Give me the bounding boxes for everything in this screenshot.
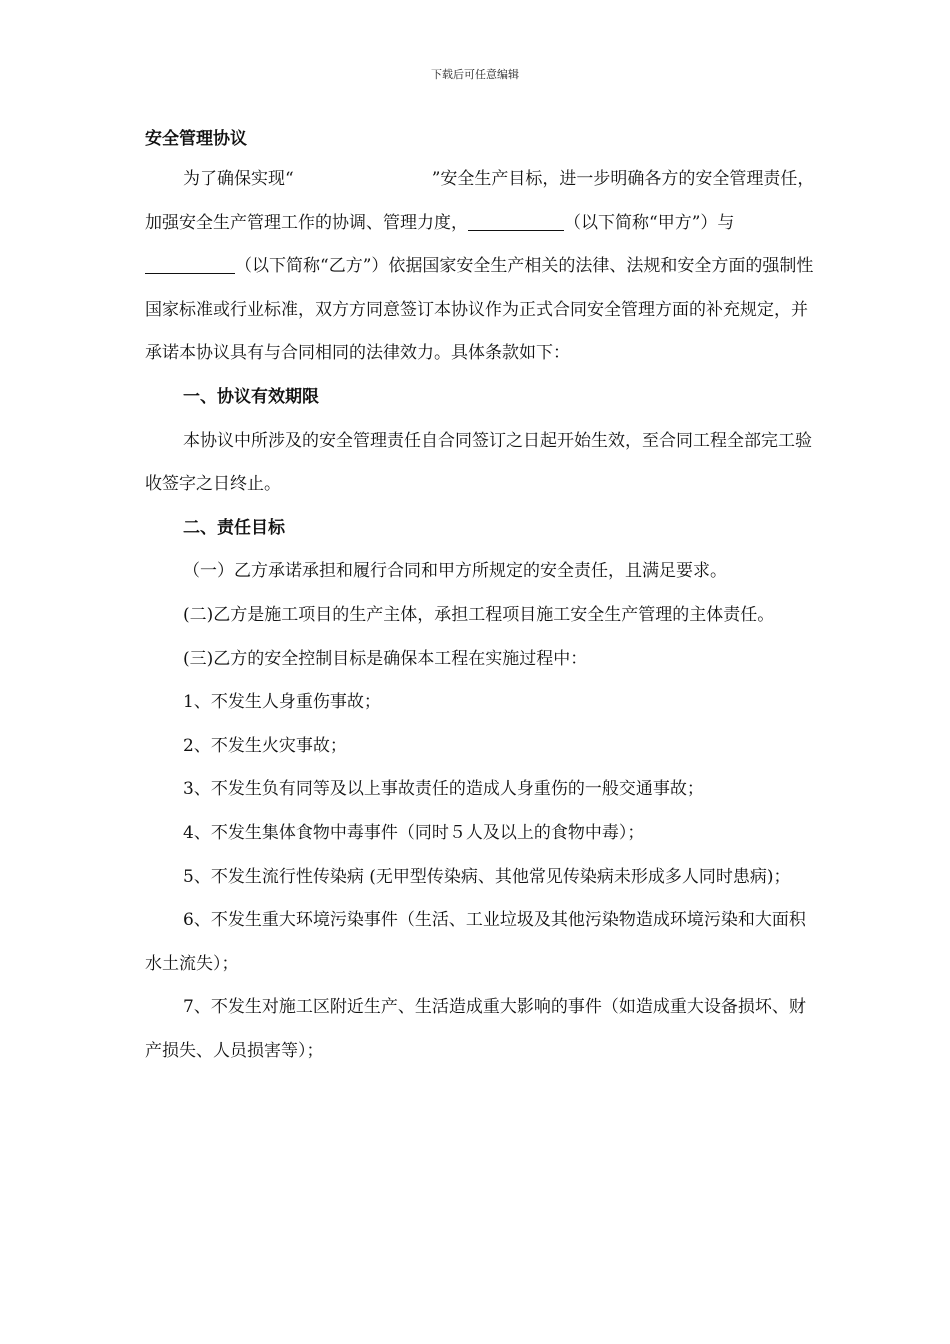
party-a-blank <box>468 212 564 231</box>
intro-text-1: 为了确保实现“ <box>183 169 294 189</box>
intro-text-4: （以下简称“乙方”）依据国家安全生产相关的法律、法规和安全方面的强制性国家标准或行业标准，双方方同意签订本协议作为正式合同安全管理方面的补充规定，并承诺本协议具有与合同相同的法律效力。具体条款如下： <box>145 256 814 364</box>
intro-text-2: ”安全生产目标，进一步明确各方的安全管理责任，加强安全生产管理工作的协调、管理力度， <box>145 169 815 233</box>
list-item: 6、不发生重大环境污染事件（生活、工业垃圾及其他污染物造成环境污染和大面积水土流失）； <box>145 910 806 974</box>
target-name-blank <box>294 169 432 187</box>
list-item: (二)乙方是施工项目的生产主体，承担工程项目施工安全生产管理的主体责任。 <box>183 604 775 625</box>
section2-heading: 二、责任目标 <box>183 517 285 538</box>
list-item: 4、不发生集体食物中毒事件（同时５人及以上的食物中毒）； <box>183 822 645 843</box>
document-title: 安全管理协议 <box>145 129 247 149</box>
list-item: 1、不发生人身重伤事故； <box>183 692 381 713</box>
page-header: 下载后可任意编辑 <box>431 68 519 81</box>
party-b-blank <box>145 255 235 274</box>
list-item: 5、不发生流行性传染病 (无甲型传染病、其他常见传染病未形成多人同时患病)； <box>183 866 791 887</box>
list-item: 7、不发生对施工区附近生产、生活造成重大影响的事件（如造成重大设备损坏、财产损失、人员损害等）； <box>145 997 806 1061</box>
section1-text: 本协议中所涉及的安全管理责任自合同签订之日起开始生效，至合同工程全部完工验收签字之日终止。 <box>145 430 812 495</box>
section1-heading: 一、协议有效期限 <box>183 386 319 407</box>
list-item: （一）乙方承诺承担和履行合同和甲方所规定的安全责任，且满足要求。 <box>183 561 727 582</box>
intro-text-3: （以下简称“甲方”）与 <box>564 212 735 233</box>
list-item: 3、不发生负有同等及以上事故责任的造成人身重伤的一般交通事故； <box>183 779 704 800</box>
intro-paragraph <box>145 158 815 376</box>
document-body <box>145 124 815 1073</box>
list-item: 2、不发生火灾事故； <box>183 735 347 756</box>
list-item: (三)乙方的安全控制目标是确保本工程在实施过程中： <box>183 648 588 669</box>
